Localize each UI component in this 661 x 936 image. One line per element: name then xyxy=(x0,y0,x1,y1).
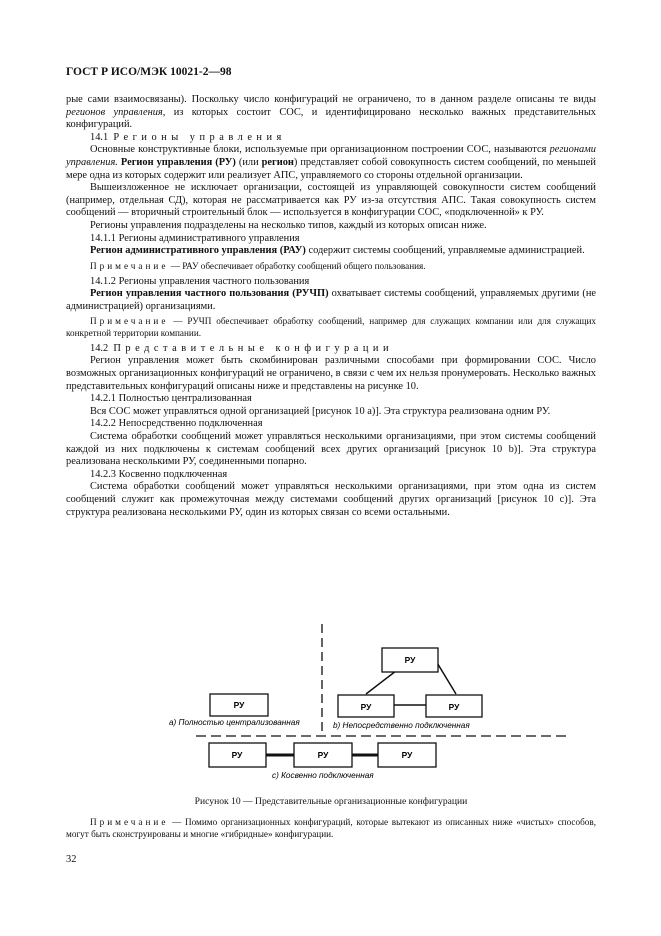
paragraph-ruchp: Регион управления частного пользования (РУЧП) охватывает системы сообщений, управляемых другими (не администрацией) организациями. xyxy=(66,288,596,312)
paragraph-indirect: Система обработки сообщений может управляться несколькими организациями, при этом одна из систем сообщений служит как промежуточная между системами сообщений других организаций [рисунок 10 с)]. Эта структура реализована несколькими РУ, один из которых связан со всеми остальными. xyxy=(66,481,596,518)
box-c-left-label: РУ xyxy=(231,750,243,760)
figure-caption: Рисунок 10 — Представительные организационные конфигурации xyxy=(194,796,468,807)
paragraph-rau: Регион административного управления (РАУ) содержит системы сообщений, управляемые администрацией. xyxy=(90,245,585,257)
page-number: 32 xyxy=(66,854,77,865)
box-b-left-label: РУ xyxy=(360,702,372,712)
label-a: а) Полностью централизованная xyxy=(169,718,300,727)
box-b-right-label: РУ xyxy=(448,702,460,712)
document-header: ГОСТ Р ИСО/МЭК 10021-2—98 xyxy=(66,66,232,78)
note-rau: Примечание — РАУ обеспечивает обработку сообщений общего пользования. xyxy=(90,260,426,271)
note-ruchp: Примечание — РУЧП обеспечивает обработку сообщений, например для служащих компании или для служащих конкретной территории компании. xyxy=(66,316,596,339)
label-b: b) Непосредственно подключенная xyxy=(333,721,470,730)
final-note xyxy=(66,816,596,840)
section-heading-14-2-3: 14.2.3 Косвенно подключенная xyxy=(90,468,228,480)
label-c: с) Косвенно подключенная xyxy=(272,771,374,780)
box-b-top-label: РУ xyxy=(404,655,416,665)
box-c-right-label: РУ xyxy=(401,750,413,760)
paragraph-centralized: Вся СОС может управляться одной организацией [рисунок 10 а)]. Эта структура реализована одним РУ. xyxy=(90,405,551,417)
section-heading-14-1: 14.1 Регионы управления xyxy=(90,131,286,143)
box-c-middle-label: РУ xyxy=(317,750,329,760)
final-note-label: Примечание xyxy=(90,817,169,827)
section-heading-14-1-2: 14.1.2 Регионы управления частного пользования xyxy=(90,275,310,287)
figure-10-diagram xyxy=(66,624,596,784)
edge-b-right xyxy=(436,661,456,694)
paragraph-configurations: Регион управления может быть скомбинирован различными способами при формировании СОС. Число возможных организационных конфигураций не ограничено, в связи с чем их нельзя пронумеровать. Несколько важных представительных конфигураций описаны ниже и представлены на рисунке 10. xyxy=(66,355,596,392)
paragraph-region-types: Регионы управления подразделены на несколько типов, каждый из которых описан ниже. xyxy=(90,219,487,231)
paragraph-secondary-block: Вышеизложенное не исключает организации, состоящей из управляющей совокупности систем сообщений (например, отдельная СД), которая не рассматривается как РУ из-за отсутствия АПС. Такая совокупность систем сообщений — вторичный строительный блок — используется в конфигурации СОС, «подключенной» к РУ. xyxy=(66,182,596,219)
body-text xyxy=(66,94,596,519)
final-note-text: — Помимо организационных конфигураций, которые вытекают из описанных ниже «чистых» способов, могут быть сконструированы и многие «гибридные» конфигурации. xyxy=(66,817,596,839)
section-heading-14-2-2: 14.2.2 Непосредственно подключенная xyxy=(90,418,263,430)
paragraph-continuation: рые сами взаимосвязаны). Поскольку число конфигураций не ограничено, то в данном разделе описаны те виды регионов управления, из которых состоит СОС, и идентифицировано несколько важных представительных конфигураций. xyxy=(66,94,597,131)
section-heading-14-2-1: 14.2.1 Полностью централизованная xyxy=(90,393,252,405)
figure-10 xyxy=(66,624,596,784)
paragraph-control-regions: Основные конструктивные блоки, используемые при организационном построении СОС, называются регионами управления. Регион управления (РУ) (или регион) представляет собой совокупность систем сообщений, по меньшей мере одна из которых содержит или реализует АПС, управляемого со стороны отдельной организации. xyxy=(66,144,596,181)
box-a-label: РУ xyxy=(233,700,245,710)
paragraph-direct: Система обработки сообщений может управляться несколькими организациями, при этом системы сообщений каждой из них подключены к системам сообщений всех других организаций [рисунок 10 b)]. Эта структура реализована несколькими РУ, соединенными попарно. xyxy=(66,431,596,468)
section-heading-14-2: 14.2 Представительные конфигурации xyxy=(90,342,394,354)
section-heading-14-1-1: 14.1.1 Регионы административного управления xyxy=(90,232,300,244)
